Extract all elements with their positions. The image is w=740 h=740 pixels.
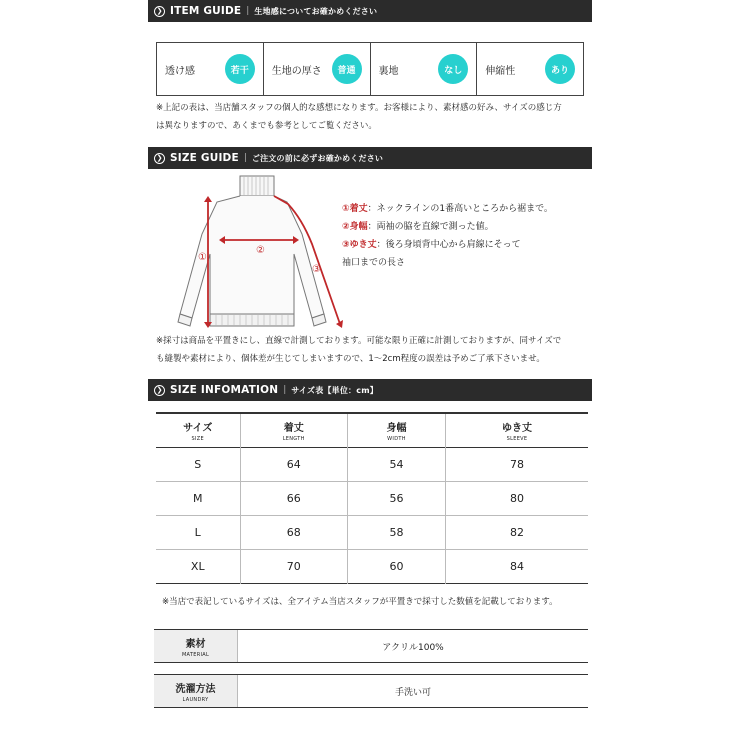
material-key-en: MATERIAL: [181, 651, 210, 658]
column-header-width: 身幅 WIDTH: [347, 413, 445, 447]
cell-size: M: [156, 481, 240, 515]
guide-item-sleeve: [342, 236, 553, 254]
material-key: [154, 630, 238, 662]
cell-sleeve: 78: [510, 457, 524, 471]
item-guide-title: ITEM GUIDE: [170, 5, 242, 17]
cell-length: 68: [240, 515, 347, 549]
note-line: は異なりますので、あくまでも参考としてご覧ください。: [156, 121, 377, 131]
item-guide-header: [148, 0, 592, 22]
header-separator: |: [283, 385, 287, 395]
cell-width: 58: [347, 515, 445, 549]
size-info-title: SIZE INFOMATION: [170, 384, 279, 396]
chevron-right-icon: ❯: [154, 385, 165, 396]
size-guide-list: [342, 200, 553, 272]
size-table-header-row: [156, 413, 588, 447]
guide-item-text: ：両袖の脇を直線で測った値。: [367, 222, 494, 232]
header-separator: |: [246, 6, 250, 16]
laundry-key-en: LAUNDRY: [182, 696, 209, 703]
item-guide-label: 伸縮性: [485, 65, 516, 77]
chevron-right-icon: ❯: [154, 153, 165, 164]
cell-length: 64: [240, 447, 347, 481]
guide-item-text: ：ネックラインの1番高いところから裾まで。: [367, 204, 553, 214]
cell-sleeve: 80: [510, 491, 524, 505]
laundry-row: [154, 674, 588, 708]
table-row: [156, 447, 588, 481]
size-info-note: ※当店で表記しているサイズは、全アイテム当店スタッフが平置きで採寸した数値を記載しております。: [162, 597, 558, 607]
column-header-length: 着丈 LENGTH: [240, 413, 347, 447]
cell-length: 66: [240, 481, 347, 515]
cell-sleeve: 84: [510, 559, 524, 573]
laundry-value: 手洗い可: [394, 687, 431, 698]
guide-item-length: [342, 200, 553, 218]
header-separator: |: [243, 153, 247, 163]
note-line: ※採寸は商品を平置きにし、直線で計測しております。可能な限り正確に計測しておりますが、同サイズで: [156, 336, 562, 346]
size-guide-note: [156, 332, 561, 368]
cell-size: S: [156, 447, 240, 481]
guide-item-key: ③ゆき丈: [342, 240, 377, 250]
marker-sleeve: ③: [312, 264, 321, 275]
laundry-key: [154, 675, 238, 707]
cell-length: 70: [240, 549, 347, 583]
chevron-right-icon: ❯: [154, 6, 165, 17]
marker-width: ②: [256, 245, 265, 256]
cell-width: 56: [347, 481, 445, 515]
item-guide-table: [156, 42, 584, 96]
guide-item-width: [342, 218, 553, 236]
item-guide-badge: 普通: [332, 54, 362, 84]
item-guide-cell-transparency: [157, 43, 264, 95]
marker-length: ①: [198, 252, 207, 263]
item-guide-subtitle: 生地感についてお確かめください: [254, 6, 378, 16]
table-row: [156, 549, 588, 583]
item-guide-label: 裏地: [378, 65, 399, 77]
cell-size: XL: [156, 549, 240, 583]
item-guide-cell-thickness: [264, 43, 371, 95]
guide-item-key: ①着丈: [342, 204, 368, 214]
size-info-subtitle: サイズ表【単位：cm】: [291, 385, 378, 395]
size-guide-header: [148, 147, 592, 169]
item-guide-badge: 若干: [225, 54, 255, 84]
column-header-sleeve: ゆき丈 SLEEVE: [502, 422, 532, 442]
material-key-jp: 素材: [185, 638, 206, 650]
size-guide-title: SIZE GUIDE: [170, 152, 239, 164]
item-guide-note: [156, 99, 562, 135]
note-line: ※上記の表は、当店舗スタッフの個人的な感想になります。お客様により、素材感の好み、サイズの感じ方: [156, 103, 562, 113]
sweater-illustration: [162, 174, 352, 334]
item-guide-label: 生地の厚さ: [271, 65, 322, 77]
item-guide-badge: なし: [438, 54, 468, 84]
guide-item-sleeve-cont: 袖口までの長さ: [342, 258, 406, 268]
item-guide-cell-stretch: [477, 43, 583, 95]
note-line: も縫製や素材により、個体差が生じてしまいますので、1〜2cm程度の誤差は予めご了承下さいませ。: [156, 354, 545, 364]
material-value: アクリル100%: [382, 642, 444, 653]
item-guide-cell-lining: [371, 43, 478, 95]
guide-item-key: ②身幅: [342, 222, 368, 232]
item-guide-label: 透け感: [165, 65, 195, 77]
column-header-size: サイズ SIZE: [156, 413, 240, 447]
material-row: [154, 629, 588, 663]
size-guide-subtitle: ご注文の前に必ずお確かめください: [251, 153, 384, 163]
cell-sleeve: 82: [510, 525, 524, 539]
cell-size: L: [156, 515, 240, 549]
table-row: [156, 481, 588, 515]
item-guide-badge: あり: [545, 54, 575, 84]
size-info-header: [148, 379, 592, 401]
guide-item-text: ：後ろ身頃背中心から肩線にそって: [376, 240, 521, 250]
table-row: [156, 515, 588, 549]
cell-width: 54: [347, 447, 445, 481]
size-table: [156, 412, 588, 584]
cell-width: 60: [347, 549, 445, 583]
laundry-key-jp: 洗濯方法: [175, 683, 216, 695]
